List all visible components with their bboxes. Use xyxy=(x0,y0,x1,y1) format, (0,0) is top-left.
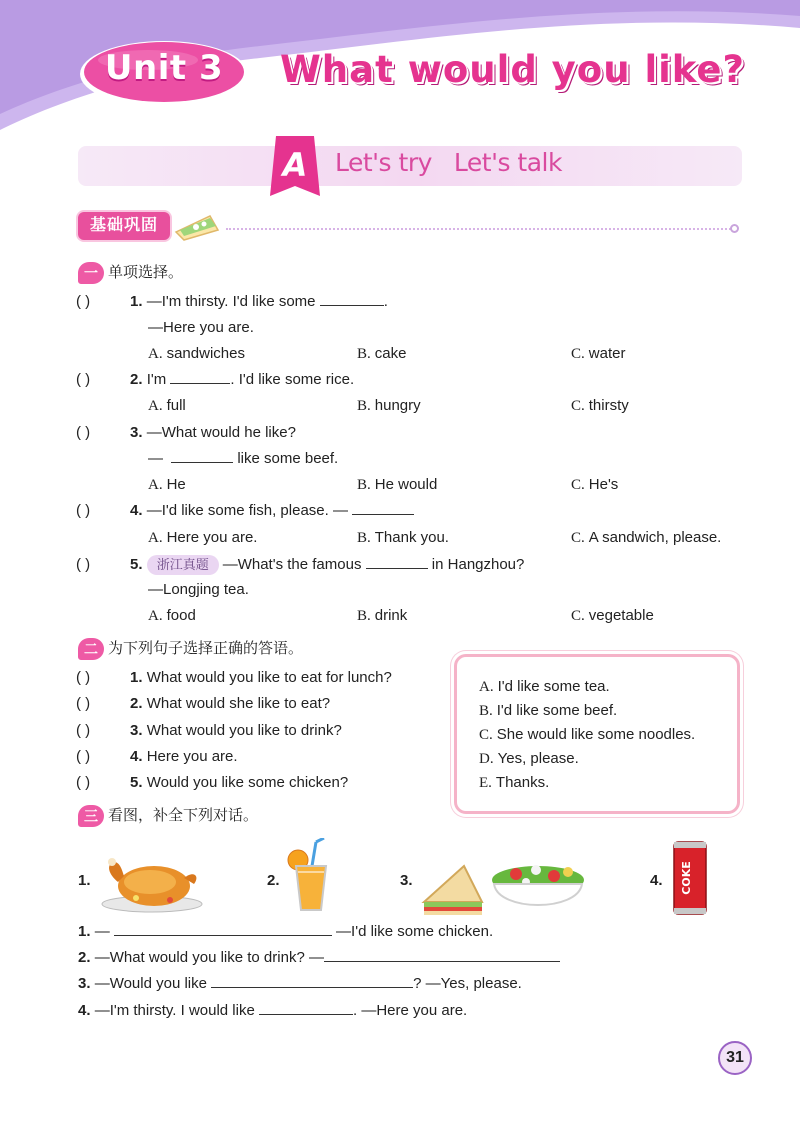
answer-letter: B. xyxy=(479,703,493,719)
option-text: thirsty xyxy=(588,397,629,414)
section-1-title: 单项选择。 xyxy=(108,264,184,281)
option-letter: C. xyxy=(571,477,585,493)
answer-paren[interactable]: ( ) xyxy=(76,669,91,686)
answer-paren[interactable]: ( ) xyxy=(76,748,91,765)
line-text: — xyxy=(94,923,110,940)
dialogue-line-1 xyxy=(78,922,493,942)
question-number: 5. xyxy=(130,556,143,573)
answer-paren[interactable]: ( ) xyxy=(76,774,91,791)
section-2-number: 二 xyxy=(78,638,104,660)
question-text-after: . xyxy=(383,293,388,310)
answer-blank[interactable] xyxy=(114,922,332,936)
sandwich-deco-icon xyxy=(170,210,222,244)
answer-option-b xyxy=(479,701,617,721)
option-text: sandwiches xyxy=(166,345,245,362)
question-text: —What would he like? xyxy=(146,424,296,441)
answer-paren[interactable]: ( ) xyxy=(76,502,91,519)
answer-letter: C. xyxy=(479,727,493,743)
answer-option-d xyxy=(479,749,579,769)
option-text: Thank you. xyxy=(374,529,449,546)
option-letter: C. xyxy=(571,346,585,362)
unit-label: Unit 3 xyxy=(104,48,224,88)
option-letter: A. xyxy=(148,477,163,493)
divider-dotted xyxy=(226,228,734,230)
answer-blank[interactable] xyxy=(170,370,230,384)
question-1-line2: —Here you are. xyxy=(148,319,254,336)
picture-label-2: 2. xyxy=(267,872,280,889)
line-number: 2. xyxy=(78,949,91,966)
item-text: Would you like some chicken? xyxy=(146,774,349,791)
item-text: What would she like to eat? xyxy=(146,695,331,712)
option-text: food xyxy=(166,607,196,624)
question-number: 4. xyxy=(130,502,143,519)
question-text: —I'm thirsty. I'd like some xyxy=(146,293,316,310)
answer-paren[interactable]: ( ) xyxy=(76,371,91,388)
line-number: 4. xyxy=(78,1002,91,1019)
option-letter: C. xyxy=(571,398,585,414)
line-text: —Would you like xyxy=(94,975,207,992)
picture-label-3: 3. xyxy=(400,872,413,889)
option-b[interactable] xyxy=(357,528,449,548)
question-text: I'm xyxy=(146,371,167,388)
unit-title: What would you like? xyxy=(280,48,745,91)
answer-blank[interactable] xyxy=(366,555,428,569)
answer-option-c xyxy=(479,725,695,745)
answer-blank[interactable] xyxy=(352,501,414,515)
option-b[interactable] xyxy=(357,344,406,364)
question-text: —What's the famous xyxy=(222,556,362,573)
answer-paren[interactable]: ( ) xyxy=(76,695,91,712)
option-text: hungry xyxy=(374,397,421,414)
coke-can-icon xyxy=(670,838,710,922)
option-letter: B. xyxy=(357,346,371,362)
option-a[interactable] xyxy=(148,606,196,626)
ribbon-part-try: Let's try xyxy=(335,148,432,177)
option-text: He's xyxy=(588,476,619,493)
option-a[interactable] xyxy=(148,344,245,364)
picture-label-1: 1. xyxy=(78,872,91,889)
question-5-line2: —Longjing tea. xyxy=(148,581,249,598)
section-3-title: 看图，补全下列对话。 xyxy=(108,807,259,824)
section-1-number: 一 xyxy=(78,262,104,284)
dialogue-line-4 xyxy=(78,1001,467,1021)
answer-text: I'd like some tea. xyxy=(497,678,610,695)
option-letter: B. xyxy=(357,530,371,546)
option-text: water xyxy=(588,345,626,362)
option-letter: B. xyxy=(357,398,371,414)
zhejiang-exam-tag: 浙江真题 xyxy=(147,555,219,575)
line-text-after: . —Here you are. xyxy=(352,1002,468,1019)
option-b[interactable] xyxy=(357,606,407,626)
salad-bowl-icon xyxy=(488,850,588,924)
line-text: —What would you like to drink? — xyxy=(94,949,324,966)
option-c[interactable] xyxy=(571,606,654,626)
question-3-line2 xyxy=(148,449,338,469)
dialogue-line-2 xyxy=(78,948,560,968)
answer-paren[interactable]: ( ) xyxy=(76,722,91,739)
ribbon-title xyxy=(335,148,584,177)
answer-paren[interactable]: ( ) xyxy=(76,293,91,310)
sandwich-icon xyxy=(420,862,486,920)
answer-text: She would like some noodles. xyxy=(496,726,696,743)
part-a-badge xyxy=(270,136,320,196)
match-item-5 xyxy=(130,773,348,793)
answer-paren[interactable]: ( ) xyxy=(76,556,91,573)
section-3-number: 三 xyxy=(78,805,104,827)
answer-blank[interactable] xyxy=(211,974,413,988)
option-letter: A. xyxy=(148,398,163,414)
answer-option-a xyxy=(479,677,610,697)
item-number: 3. xyxy=(130,722,143,739)
question-text: —I'd like some fish, please. — xyxy=(146,502,348,519)
answer-letter: A. xyxy=(479,679,494,695)
option-text: full xyxy=(166,397,186,414)
line-text-after: ? —Yes, please. xyxy=(413,975,522,992)
answer-text: Yes, please. xyxy=(497,750,579,767)
option-text: drink xyxy=(374,607,408,624)
answer-blank[interactable] xyxy=(259,1001,353,1015)
line-number: 1. xyxy=(78,923,91,940)
option-letter: B. xyxy=(357,608,371,624)
part-letter: A xyxy=(282,146,308,184)
match-item-3 xyxy=(130,721,342,741)
item-number: 1. xyxy=(130,669,143,686)
answer-paren[interactable]: ( ) xyxy=(76,424,91,441)
question-4 xyxy=(130,501,414,521)
option-letter: A. xyxy=(148,346,163,362)
option-letter: C. xyxy=(571,608,585,624)
option-c[interactable] xyxy=(571,528,721,548)
match-item-1 xyxy=(130,668,392,688)
option-text: cake xyxy=(374,345,407,362)
question-number: 3. xyxy=(130,424,143,441)
item-text: What would you like to eat for lunch? xyxy=(146,669,392,686)
option-c[interactable] xyxy=(571,475,618,495)
item-number: 5. xyxy=(130,774,143,791)
item-number: 2. xyxy=(130,695,143,712)
line-text: —I'm thirsty. I would like xyxy=(94,1002,255,1019)
match-item-2 xyxy=(130,694,330,714)
page-number: 31 xyxy=(718,1041,752,1075)
question-number: 1. xyxy=(130,293,143,310)
option-c[interactable] xyxy=(571,396,629,416)
line-text-after: —I'd like some chicken. xyxy=(336,923,494,940)
option-a[interactable] xyxy=(148,528,257,548)
answer-blank[interactable] xyxy=(320,292,384,306)
answer-blank[interactable] xyxy=(324,948,560,962)
option-text: vegetable xyxy=(588,607,654,624)
answer-options-box xyxy=(454,654,740,814)
option-letter: A. xyxy=(148,608,163,624)
option-letter: B. xyxy=(357,477,371,493)
dash: — xyxy=(148,450,163,467)
item-text: Here you are. xyxy=(146,748,238,765)
answer-letter: E. xyxy=(479,775,492,791)
answer-option-e xyxy=(479,773,549,793)
question-text-after: like some beef. xyxy=(237,450,339,467)
match-item-4 xyxy=(130,747,238,767)
dialogue-line-3 xyxy=(78,974,522,994)
item-number: 4. xyxy=(130,748,143,765)
option-text: He would xyxy=(374,476,438,493)
picture-label-4: 4. xyxy=(650,872,663,889)
option-text: He xyxy=(166,476,186,493)
answer-text: I'd like some beef. xyxy=(496,702,618,719)
option-letter: A. xyxy=(148,530,163,546)
question-text-after: . I'd like some rice. xyxy=(230,371,355,388)
section-2-title: 为下列句子选择正确的答语。 xyxy=(108,640,304,657)
divider-end-dot xyxy=(730,224,739,233)
question-1 xyxy=(130,292,388,312)
question-2 xyxy=(130,370,354,390)
question-text-after: in Hangzhou? xyxy=(431,556,525,573)
answer-blank[interactable] xyxy=(171,449,233,463)
basic-practice-tag: 基础巩固 xyxy=(78,212,170,240)
option-b[interactable] xyxy=(357,475,437,495)
option-a[interactable] xyxy=(148,475,186,495)
option-c[interactable] xyxy=(571,344,625,364)
ribbon-part-talk: Let's talk xyxy=(453,148,562,177)
question-number: 2. xyxy=(130,371,143,388)
unit-badge xyxy=(78,36,250,108)
answer-text: Thanks. xyxy=(495,774,550,791)
line-number: 3. xyxy=(78,975,91,992)
answer-letter: D. xyxy=(479,751,494,767)
question-5 xyxy=(130,555,524,575)
orange-juice-icon xyxy=(286,838,336,918)
question-3 xyxy=(130,423,296,443)
option-text: Here you are. xyxy=(166,529,258,546)
option-text: A sandwich, please. xyxy=(588,529,722,546)
coke-can-text: COKE xyxy=(680,861,693,895)
option-letter: C. xyxy=(571,530,585,546)
option-b[interactable] xyxy=(357,396,421,416)
option-a[interactable] xyxy=(148,396,186,416)
roast-chicken-icon xyxy=(96,848,206,918)
item-text: What would you like to drink? xyxy=(146,722,342,739)
